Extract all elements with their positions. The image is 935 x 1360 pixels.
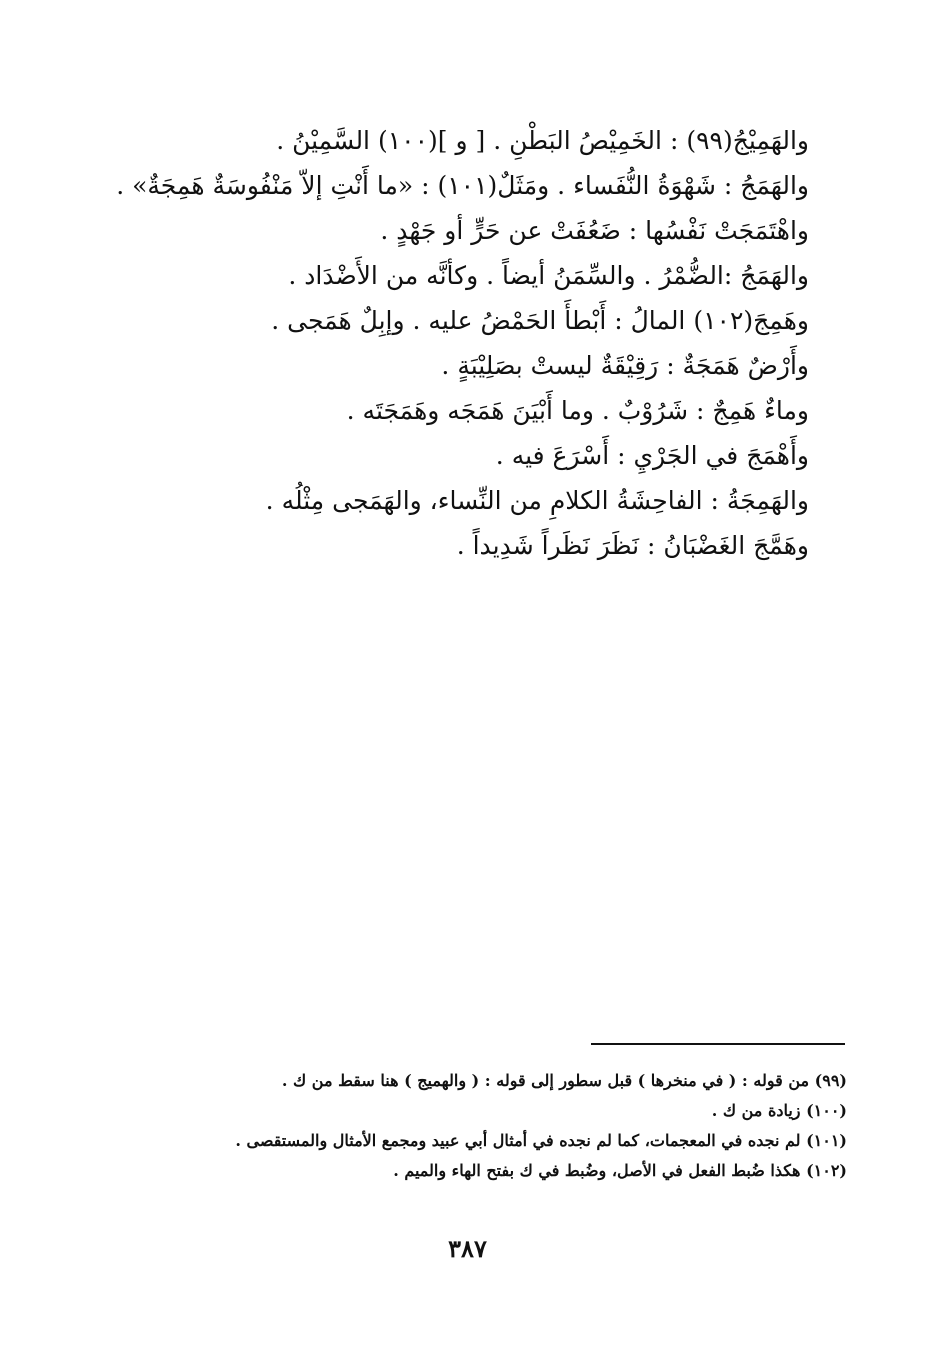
text-line: والهَمِجَةُ : الفاحِشَةُ الكلامِ من النِّساء، والهَمَجى مِثْلُه . — [265, 486, 809, 515]
text-line: واهْتَمَجَتْ نَفْسُها : ضَعُفَتْ عن حَرٍّ أو جَهْدٍ . — [380, 216, 809, 245]
footnote: (٩٩) من قوله : ( في منخرها ) قبل سطور إلى قوله : ( والهميج ) هنا سقط من ك . — [281, 1071, 847, 1090]
page-number: ٣٨٧ — [448, 1234, 487, 1263]
footnote: (١٠٢) هكذا ضُبط الفعل في الأصل، وضُبط في ك بفتح الهاء والميم . — [393, 1161, 847, 1180]
footnote-divider — [591, 1043, 845, 1045]
text-line: وأَرْضٌ هَمَجَةٌ : رَقِيْقَةٌ ليستْ بصَلِيْبَةٍ . — [441, 351, 809, 380]
text-line: وماءٌ هَمِجٌ : شَرُوْبٌ . وما أَبْيَنَ هَمَجَه وهَمَجَتَه . — [346, 396, 809, 425]
text-line: والهَمَجُ :الضُّمْرُ . والسِّمَنُ أيضاً . وكأنَّه من الأَضْدَاد . — [288, 261, 809, 290]
footnote: (١٠٠) زيادة من ك . — [711, 1101, 847, 1120]
footnotes — [87, 1066, 847, 1186]
text-line: وهَمِجَ(١٠٢) المالُ : أَبْطأَ الحَمْضُ عليه . وإبِلٌ هَمَجى . — [271, 306, 809, 335]
text-line: والهَمِيْجُ(٩٩) : الخَمِيْصُ البَطْنِ . [ و ](١٠٠) السَّمِيْنُ . — [276, 126, 809, 155]
text-line: وأَهْمَجَ في الجَرْيِ : أَسْرَعَ فيه . — [495, 441, 809, 470]
main-text — [116, 118, 809, 568]
footnote: (١٠١) لم نجده في المعجمات، كما لم نجده في أمثال أبي عبيد ومجمع الأمثال والمستقصى . — [235, 1131, 847, 1150]
text-line: والهَمَجُ : شَهْوَةُ النُّفَساء . ومَثَلٌ(١٠١) : «ما أَنْتِ إلاّ مَنْفُوسَةٌ هَمِجَةٌ» . — [116, 171, 809, 200]
text-line: وهَمَّجَ الغَضْبَانُ : نَظَرَ نَظَراً شَدِيداً . — [456, 531, 809, 560]
